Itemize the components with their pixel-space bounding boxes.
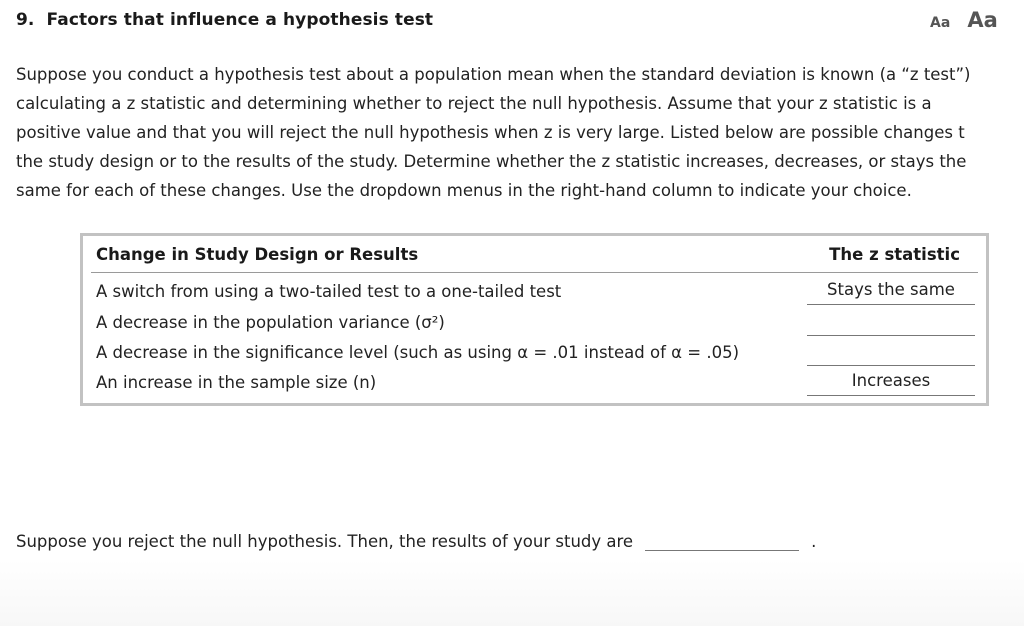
prompt-line: same for each of these changes. Use the dropdown menus in the right-hand column to indicate your choice. xyxy=(16,181,912,200)
results-dropdown[interactable] xyxy=(645,532,799,551)
change-label: A decrease in the significance level (such as using α = .01 instead of α = .05) xyxy=(96,343,740,362)
decrease-font-button[interactable]: Aa xyxy=(930,15,951,31)
followup-question xyxy=(16,532,816,551)
change-label: A switch from using a two-tailed test to a one-tailed test xyxy=(96,282,562,301)
change-label: An increase in the sample size (n) xyxy=(96,373,377,392)
header-z-statistic: The z statistic xyxy=(829,245,960,264)
prompt-line: positive value and that you will reject the null hypothesis when z is very large. Listed below are possible changes t xyxy=(16,123,965,142)
question-title-text: Factors that influence a hypothesis test xyxy=(46,10,434,30)
table-header xyxy=(91,236,978,273)
z-statistic-dropdown[interactable]: Stays the same xyxy=(807,278,975,305)
question-prompt xyxy=(16,60,1024,205)
prompt-line: the study design or to the results of the study. Determine whether the z statistic increases, decreases, or stays the xyxy=(16,152,967,171)
z-statistic-dropdown[interactable]: Increases xyxy=(807,369,975,396)
table-row xyxy=(91,338,978,368)
z-statistic-dropdown[interactable] xyxy=(807,309,975,336)
table-row xyxy=(91,277,978,307)
bottom-background xyxy=(0,560,1024,626)
header-change: Change in Study Design or Results xyxy=(96,245,419,264)
table-row xyxy=(91,308,978,338)
z-statistic-dropdown[interactable] xyxy=(807,339,975,366)
prompt-line: calculating a z statistic and determining whether to reject the null hypothesis. Assume that your z statistic is a xyxy=(16,94,932,113)
question-title xyxy=(16,10,433,30)
font-size-controls xyxy=(930,8,998,32)
followup-period: . xyxy=(811,532,817,551)
table-row xyxy=(91,368,978,398)
study-design-table xyxy=(80,233,989,406)
prompt-line: Suppose you conduct a hypothesis test about a population mean when the standard deviation is known (a “z test”) xyxy=(16,65,971,84)
change-label: A decrease in the population variance (σ²) xyxy=(96,313,445,332)
increase-font-button[interactable]: Aa xyxy=(967,8,998,32)
followup-text: Suppose you reject the null hypothesis. Then, the results of your study are xyxy=(16,532,634,551)
question-number: 9. xyxy=(16,10,35,30)
